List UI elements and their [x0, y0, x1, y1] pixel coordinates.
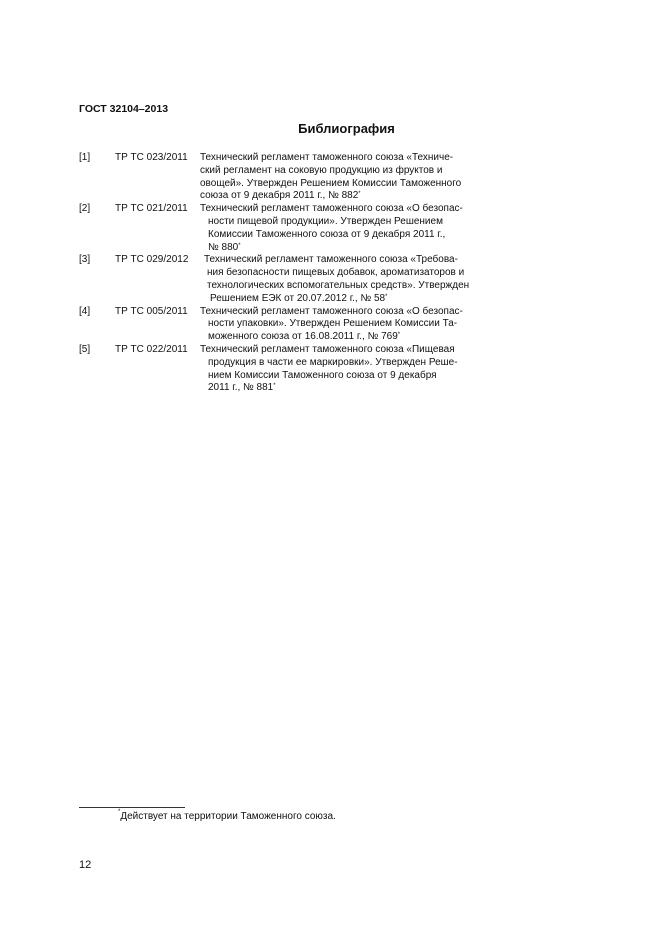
- entry-number: [4]: [79, 305, 91, 317]
- footnote-marker: *: [118, 809, 121, 815]
- entry-line: Комиссии Таможенного союза от 9 декабря 2011 г.,: [208, 228, 446, 240]
- entry-line: 2011 г., № 881: [208, 382, 274, 394]
- footnote-marker: *: [397, 332, 401, 339]
- bibliography-entry-2: [79, 203, 519, 254]
- entry-line: союза от 9 декабря 2011 г., № 882: [200, 190, 359, 202]
- document-header: ГОСТ 32104–2013: [79, 103, 169, 115]
- bibliography-entry-4: [79, 306, 519, 344]
- entry-code: ТР ТС 005/2011: [115, 305, 188, 317]
- page-title: Библиография: [298, 121, 395, 136]
- bibliography-entry-3: [79, 254, 519, 305]
- entry-line: № 880: [208, 241, 239, 253]
- entry-line: Технический регламент таможенного союза «Пищевая: [200, 343, 455, 355]
- entry-code: ТР ТС 022/2011: [115, 343, 188, 355]
- entry-code: ТР ТС 023/2011: [115, 152, 188, 163]
- entry-line: Технический регламент таможенного союза «О безопас-: [200, 305, 463, 317]
- footnote-divider: [79, 807, 185, 808]
- footnote: [118, 811, 336, 822]
- footnote-marker: *: [385, 293, 388, 300]
- entry-line: продукция в части ее маркировки». Утвержден Реше-: [208, 356, 458, 368]
- entry-line: ности пищевой продукции». Утвержден Решением: [208, 215, 443, 227]
- entry-line: Решением ЕЭК от 20.07.2012 г., № 58: [210, 292, 386, 304]
- footnote-marker: *: [273, 383, 276, 390]
- bibliography-entry-1: [79, 152, 519, 203]
- bibliography-list: [79, 152, 519, 395]
- footnote-marker: *: [238, 242, 241, 249]
- bibliography-entry-5: [79, 344, 519, 395]
- entry-line: Технический регламент таможенного союза «Техниче-: [200, 152, 454, 163]
- entry-code: ТР ТС 029/2012: [115, 254, 189, 266]
- entry-number: [5]: [79, 343, 91, 355]
- entry-line: нием Комиссии Таможенного союза от 9 декабря: [208, 369, 437, 381]
- entry-line: ности упаковки». Утвержден Решением Комиссии Та-: [208, 318, 458, 330]
- entry-number: [3]: [79, 254, 91, 266]
- footnote-marker: *: [358, 191, 361, 198]
- entry-line: ский регламент на соковую продукцию из фруктов и: [200, 164, 443, 176]
- footnote-text: Действует на территории Таможенного союза.: [120, 811, 336, 822]
- entry-line: моженного союза от 16.08.2011 г., № 769: [208, 331, 398, 343]
- entry-line: Технический регламент таможенного союза «О безопас-: [200, 203, 463, 215]
- entry-line: Технический регламент таможенного союза «Требова-: [204, 254, 458, 266]
- entry-code: ТР ТС 021/2011: [115, 203, 188, 215]
- entry-line: технологических вспомогательных средств». Утвержден: [207, 279, 470, 291]
- entry-number: [1]: [79, 152, 91, 163]
- page-number: 12: [79, 859, 92, 871]
- entry-number: [2]: [79, 203, 91, 215]
- entry-line: овощей». Утвержден Решением Комиссии Таможенного: [200, 177, 462, 189]
- entry-line: ния безопасности пищевых добавок, ароматизаторов и: [207, 267, 465, 279]
